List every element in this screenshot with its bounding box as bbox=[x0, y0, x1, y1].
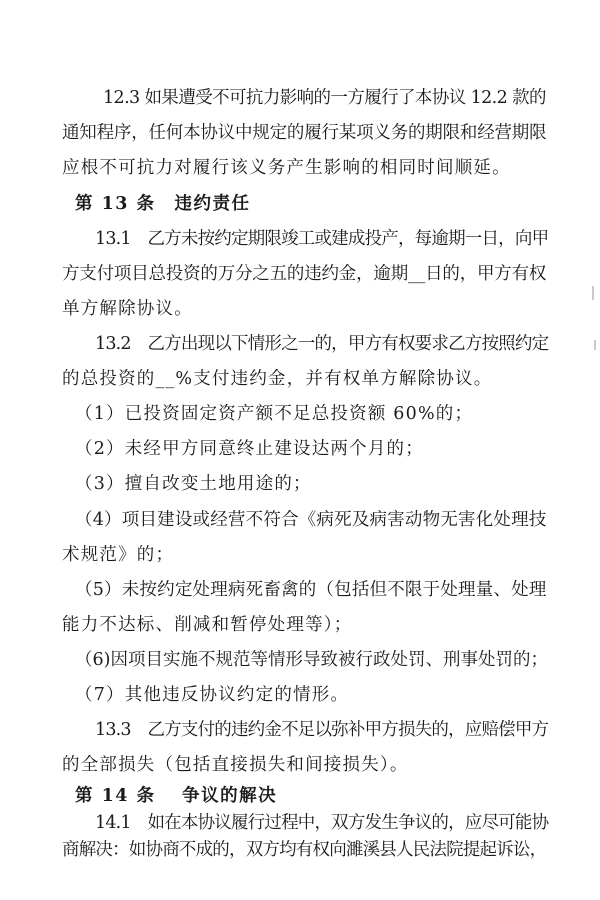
list-item: （4）项目建设或经营不符合《病死及病害动物无害化处理技 bbox=[75, 510, 547, 530]
text-line: 应根不可抗力对履行该义务产生影响的相同时间顺延。 bbox=[62, 158, 511, 178]
list-item: （3）擅自改变土地用途的； bbox=[75, 474, 312, 494]
article-14-heading: 第 14 条 争议的解决 bbox=[75, 786, 278, 806]
list-item: （5）未按约定处理病死畜禽的（包括但不限于处理量、处理 bbox=[75, 580, 547, 600]
text-line: 通知程序，任何本协议中规定的履行某项义务的期限和经营期限 bbox=[62, 123, 547, 143]
text-line: 13.1 乙方未按约定期限竣工或建成投产，每逾期一日，向甲 bbox=[95, 229, 549, 249]
text-line: 商解决：如协商不成的，双方均有权向濉溪县人民法院提起诉讼， bbox=[62, 840, 547, 860]
text-line: 14.1 如在本协议履行过程中，双方发生争议的，应尽可能协 bbox=[95, 813, 549, 833]
scan-mark bbox=[592, 286, 594, 300]
text-line: 单方解除协议。 bbox=[62, 299, 193, 319]
text-line: 12.3 如果遭受不可抗力影响的一方履行了本协议 12.2 款的 bbox=[103, 88, 546, 108]
list-item: （6)因项目实施不规范等情形导致被行政处罚、刑事处罚的； bbox=[75, 650, 548, 670]
list-item: （1）已投资固定资产额不足总投资额 60%的； bbox=[75, 404, 474, 424]
list-item: （7）其他违反协议约定的情形。 bbox=[75, 685, 350, 705]
text-line: 能力不达标、削减和暂停处理等）； bbox=[62, 615, 353, 635]
text-line: 13.2 乙方出现以下情形之一的，甲方有权要求乙方按照约定 bbox=[95, 334, 549, 354]
text-line: 方支付项目总投资的万分之五的违约金，逾期__日的，甲方有权 bbox=[62, 264, 547, 284]
text-line: 的全部损失（包括直接损失和间接损失）。 bbox=[62, 755, 409, 775]
text-line: 的总投资的__%支付违约金，并有权单方解除协议。 bbox=[62, 369, 493, 389]
list-item: （2）未经甲方同意终止建设达两个月的； bbox=[75, 439, 424, 459]
text-line: 术规范》的； bbox=[62, 545, 175, 565]
article-13-heading: 第 13 条 违约责任 bbox=[75, 194, 251, 214]
scan-mark bbox=[594, 340, 596, 350]
text-line: 13.3 乙方支付的违约金不足以弥补甲方损失的，应赔偿甲方 bbox=[95, 720, 549, 740]
